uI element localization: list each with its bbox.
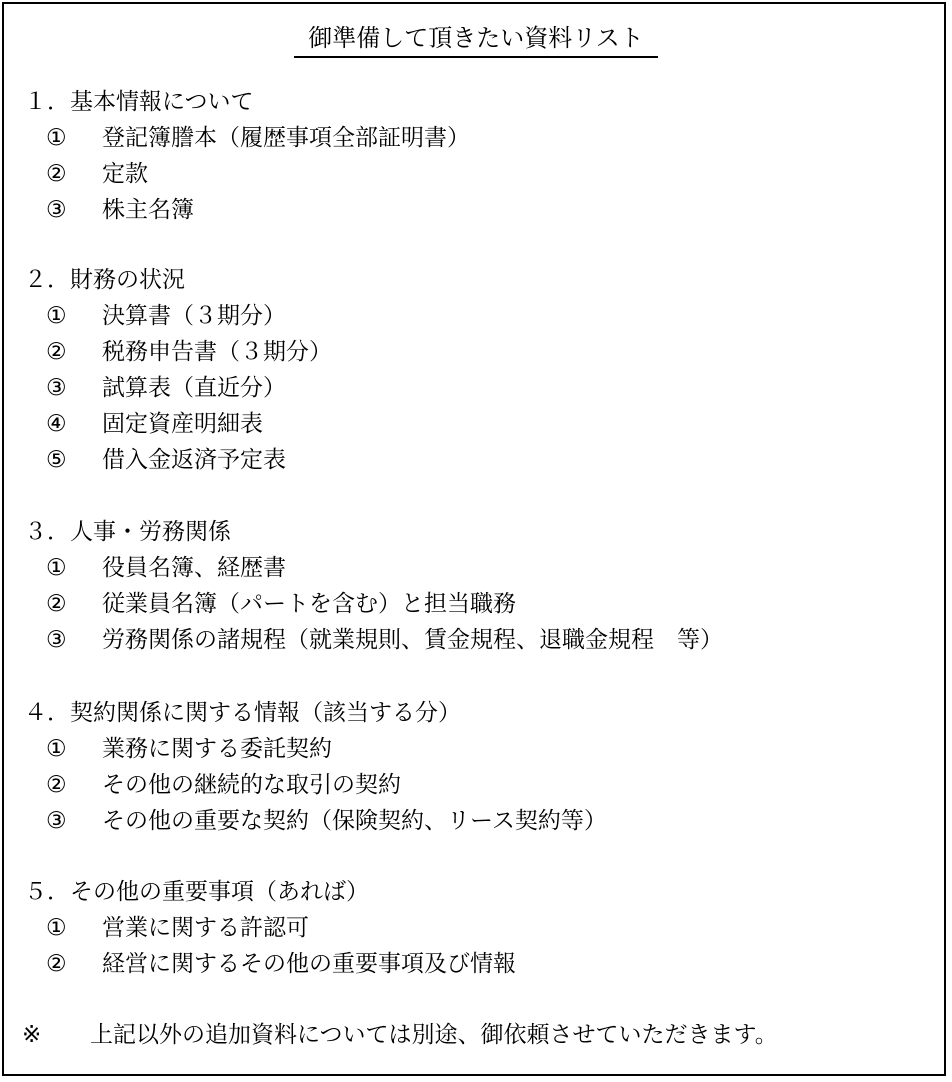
item-number: ① — [46, 915, 67, 941]
list-item — [24, 298, 932, 334]
section-heading: ４．契約関係に関する情報（該当する分） — [24, 700, 461, 726]
section-personnel — [24, 514, 932, 658]
list-item — [24, 370, 932, 406]
item-text: 借入金返済予定表 — [102, 447, 286, 473]
item-number: ② — [46, 951, 67, 977]
item-number: ① — [46, 736, 67, 762]
item-text: 定款 — [102, 161, 148, 187]
item-number: ③ — [46, 375, 67, 401]
list-item — [24, 946, 932, 982]
section-heading: ５．その他の重要事項（あれば） — [24, 879, 369, 905]
item-number: ① — [46, 125, 67, 151]
item-text: 従業員名簿（パートを含む）と担当職務 — [102, 591, 516, 617]
section-heading: ３．人事・労務関係 — [24, 519, 231, 545]
section-other-matters — [24, 874, 932, 982]
item-number: ③ — [46, 808, 67, 834]
list-item — [24, 334, 932, 370]
list-item — [24, 120, 932, 156]
item-number: ⑤ — [46, 447, 67, 473]
document-title: 御準備して頂きたい資料リスト — [294, 22, 658, 58]
list-item — [24, 192, 932, 228]
item-number: ① — [46, 555, 67, 581]
list-item — [24, 767, 932, 803]
list-item — [24, 550, 932, 586]
item-text: 税務申告書（３期分） — [102, 339, 332, 365]
section-basic-info — [24, 84, 932, 228]
item-number: ② — [46, 161, 67, 187]
item-number: ② — [46, 339, 67, 365]
section-financial — [24, 262, 932, 478]
item-number: ③ — [46, 197, 67, 223]
note-text: 上記以外の追加資料については別途、御依頼させていただきます。 — [90, 1022, 778, 1048]
document-title-wrapper — [0, 22, 952, 58]
section-contracts — [24, 695, 932, 839]
item-text: 株主名簿 — [102, 197, 194, 223]
list-item — [24, 622, 932, 658]
list-item — [24, 442, 932, 478]
item-text: その他の継続的な取引の契約 — [102, 772, 401, 798]
list-item — [24, 803, 932, 839]
list-item — [24, 406, 932, 442]
item-text: 経営に関するその他の重要事項及び情報 — [102, 951, 516, 977]
section-heading: １．基本情報について — [24, 89, 254, 115]
item-number: ② — [46, 772, 67, 798]
item-number: ④ — [46, 411, 67, 437]
list-item — [24, 910, 932, 946]
item-text: 営業に関する許認可 — [102, 915, 309, 941]
item-text: その他の重要な契約（保険契約、リース契約等） — [102, 808, 607, 834]
list-item — [24, 731, 932, 767]
item-text: 決算書（３期分） — [102, 303, 286, 329]
item-text: 労務関係の諸規程（就業規則、賃金規程、退職金規程 等） — [102, 627, 723, 653]
item-text: 試算表（直近分） — [102, 375, 286, 401]
item-number: ① — [46, 303, 67, 329]
list-item — [24, 156, 932, 192]
item-text: 業務に関する委託契約 — [102, 736, 332, 762]
item-text: 役員名簿、経歴書 — [102, 555, 286, 581]
item-number: ③ — [46, 627, 67, 653]
item-number: ② — [46, 591, 67, 617]
footer-note — [22, 1017, 778, 1053]
item-text: 登記簿謄本（履歴事項全部証明書） — [102, 125, 470, 151]
list-item — [24, 586, 932, 622]
section-heading: ２．財務の状況 — [24, 267, 185, 293]
item-text: 固定資産明細表 — [102, 411, 263, 437]
note-mark: ※ — [22, 1022, 42, 1048]
